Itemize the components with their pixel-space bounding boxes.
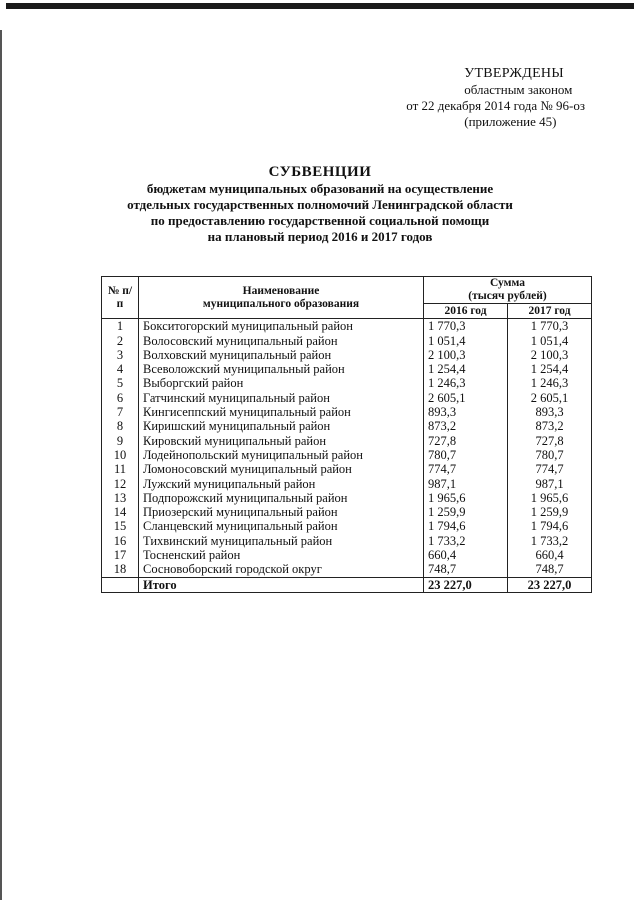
amount-2016: 1 794,6 bbox=[424, 519, 508, 533]
municipality-name: Киришский муниципальный район bbox=[139, 419, 424, 433]
row-number: 18 bbox=[102, 562, 139, 577]
municipality-name: Гатчинский муниципальный район bbox=[139, 391, 424, 405]
municipality-name: Тихвинский муниципальный район bbox=[139, 534, 424, 548]
amount-2017: 660,4 bbox=[508, 548, 592, 562]
row-number: 10 bbox=[102, 448, 139, 462]
amount-2017: 2 100,3 bbox=[508, 348, 592, 362]
amount-2017: 1 259,9 bbox=[508, 505, 592, 519]
amount-2017: 1 965,6 bbox=[508, 491, 592, 505]
amount-2017: 2 605,1 bbox=[508, 391, 592, 405]
header-number: № п/п bbox=[102, 277, 139, 319]
row-number: 1 bbox=[102, 319, 139, 334]
amount-2017: 987,1 bbox=[508, 477, 592, 491]
amount-2017: 780,7 bbox=[508, 448, 592, 462]
amount-2016: 660,4 bbox=[424, 548, 508, 562]
table-row bbox=[102, 562, 592, 577]
amount-2017: 1 733,2 bbox=[508, 534, 592, 548]
header-sum: Сумма (тысяч рублей) bbox=[424, 277, 592, 304]
table-row bbox=[102, 519, 592, 533]
total-row bbox=[102, 577, 592, 592]
amount-2017: 1 051,4 bbox=[508, 334, 592, 348]
table-row bbox=[102, 534, 592, 548]
law-date-number: от 22 декабря 2014 года № 96-оз bbox=[406, 98, 585, 113]
amount-2016: 1 770,3 bbox=[424, 319, 508, 334]
subventions-table bbox=[101, 276, 592, 593]
row-number: 17 bbox=[102, 548, 139, 562]
row-number: 7 bbox=[102, 405, 139, 419]
title-line-2: отдельных государственных полномочий Ленинградской области bbox=[127, 197, 513, 212]
table-row bbox=[102, 319, 592, 334]
total-number-cell bbox=[102, 577, 139, 592]
top-border-rule bbox=[6, 3, 634, 9]
row-number: 3 bbox=[102, 348, 139, 362]
table-row bbox=[102, 348, 592, 362]
amount-2016: 1 254,4 bbox=[424, 362, 508, 376]
row-number: 8 bbox=[102, 419, 139, 433]
municipality-name: Всеволожский муниципальный район bbox=[139, 362, 424, 376]
title-line-1: бюджетам муниципальных образований на осуществление bbox=[146, 181, 494, 196]
header-year-2016: 2016 год bbox=[424, 304, 508, 319]
municipality-name: Выборгский район bbox=[139, 376, 424, 390]
amount-2016: 780,7 bbox=[424, 448, 508, 462]
table-row bbox=[102, 376, 592, 390]
row-number: 12 bbox=[102, 477, 139, 491]
row-number: 16 bbox=[102, 534, 139, 548]
amount-2017: 1 794,6 bbox=[508, 519, 592, 533]
total-label: Итого bbox=[139, 577, 424, 592]
municipality-name: Волховский муниципальный район bbox=[139, 348, 424, 362]
row-number: 4 bbox=[102, 362, 139, 376]
approval-stamp bbox=[406, 66, 585, 130]
amount-2016: 873,2 bbox=[424, 419, 508, 433]
row-number: 11 bbox=[102, 462, 139, 476]
row-number: 9 bbox=[102, 434, 139, 448]
amount-2017: 1 246,3 bbox=[508, 376, 592, 390]
amount-2016: 727,8 bbox=[424, 434, 508, 448]
approved-by-law: областным законом bbox=[464, 82, 573, 97]
municipality-name: Лужский муниципальный район bbox=[139, 477, 424, 491]
left-page-edge bbox=[0, 30, 2, 900]
table-row bbox=[102, 491, 592, 505]
municipality-name: Сланцевский муниципальный район bbox=[139, 519, 424, 533]
table-row bbox=[102, 462, 592, 476]
amount-2016: 987,1 bbox=[424, 477, 508, 491]
document-title bbox=[0, 163, 640, 245]
row-number: 2 bbox=[102, 334, 139, 348]
table-row bbox=[102, 334, 592, 348]
table-row bbox=[102, 419, 592, 433]
total-2017: 23 227,0 bbox=[508, 577, 592, 592]
appendix-number: (приложение 45) bbox=[464, 114, 557, 129]
table-row bbox=[102, 505, 592, 519]
amount-2016: 2 605,1 bbox=[424, 391, 508, 405]
table-row bbox=[102, 362, 592, 376]
table-row bbox=[102, 405, 592, 419]
amount-2016: 774,7 bbox=[424, 462, 508, 476]
table-row bbox=[102, 448, 592, 462]
row-number: 13 bbox=[102, 491, 139, 505]
municipality-name: Кировский муниципальный район bbox=[139, 434, 424, 448]
amount-2017: 1 770,3 bbox=[508, 319, 592, 334]
amount-2017: 1 254,4 bbox=[508, 362, 592, 376]
title-heading: СУБВЕНЦИИ bbox=[268, 164, 372, 180]
municipality-name: Сосновоборский городской округ bbox=[139, 562, 424, 577]
amount-2016: 893,3 bbox=[424, 405, 508, 419]
row-number: 6 bbox=[102, 391, 139, 405]
amount-2017: 774,7 bbox=[508, 462, 592, 476]
amount-2017: 893,3 bbox=[508, 405, 592, 419]
table-row bbox=[102, 391, 592, 405]
approved-label: УТВЕРЖДЕНЫ bbox=[464, 66, 564, 81]
municipality-name: Тосненский район bbox=[139, 548, 424, 562]
amount-2016: 1 259,9 bbox=[424, 505, 508, 519]
amount-2016: 748,7 bbox=[424, 562, 508, 577]
header-year-2017: 2017 год bbox=[508, 304, 592, 319]
title-line-4: на плановый период 2016 и 2017 годов bbox=[207, 229, 433, 244]
row-number: 15 bbox=[102, 519, 139, 533]
amount-2017: 873,2 bbox=[508, 419, 592, 433]
row-number: 14 bbox=[102, 505, 139, 519]
amount-2016: 2 100,3 bbox=[424, 348, 508, 362]
amount-2017: 727,8 bbox=[508, 434, 592, 448]
table-row bbox=[102, 477, 592, 491]
municipality-name: Волосовский муниципальный район bbox=[139, 334, 424, 348]
amount-2016: 1 246,3 bbox=[424, 376, 508, 390]
row-number: 5 bbox=[102, 376, 139, 390]
total-2016: 23 227,0 bbox=[424, 577, 508, 592]
amount-2017: 748,7 bbox=[508, 562, 592, 577]
municipality-name: Кингисеппский муниципальный район bbox=[139, 405, 424, 419]
municipality-name: Приозерский муниципальный район bbox=[139, 505, 424, 519]
municipality-name: Лодейнопольский муниципальный район bbox=[139, 448, 424, 462]
title-line-3: по предоставлению государственной социальной помощи bbox=[150, 213, 490, 228]
table-row bbox=[102, 548, 592, 562]
header-municipality: Наименование муниципального образования bbox=[139, 277, 424, 319]
municipality-name: Подпорожский муниципальный район bbox=[139, 491, 424, 505]
municipality-name: Ломоносовский муниципальный район bbox=[139, 462, 424, 476]
amount-2016: 1 965,6 bbox=[424, 491, 508, 505]
amount-2016: 1 733,2 bbox=[424, 534, 508, 548]
municipality-name: Бокситогорский муниципальный район bbox=[139, 319, 424, 334]
table-row bbox=[102, 434, 592, 448]
amount-2016: 1 051,4 bbox=[424, 334, 508, 348]
